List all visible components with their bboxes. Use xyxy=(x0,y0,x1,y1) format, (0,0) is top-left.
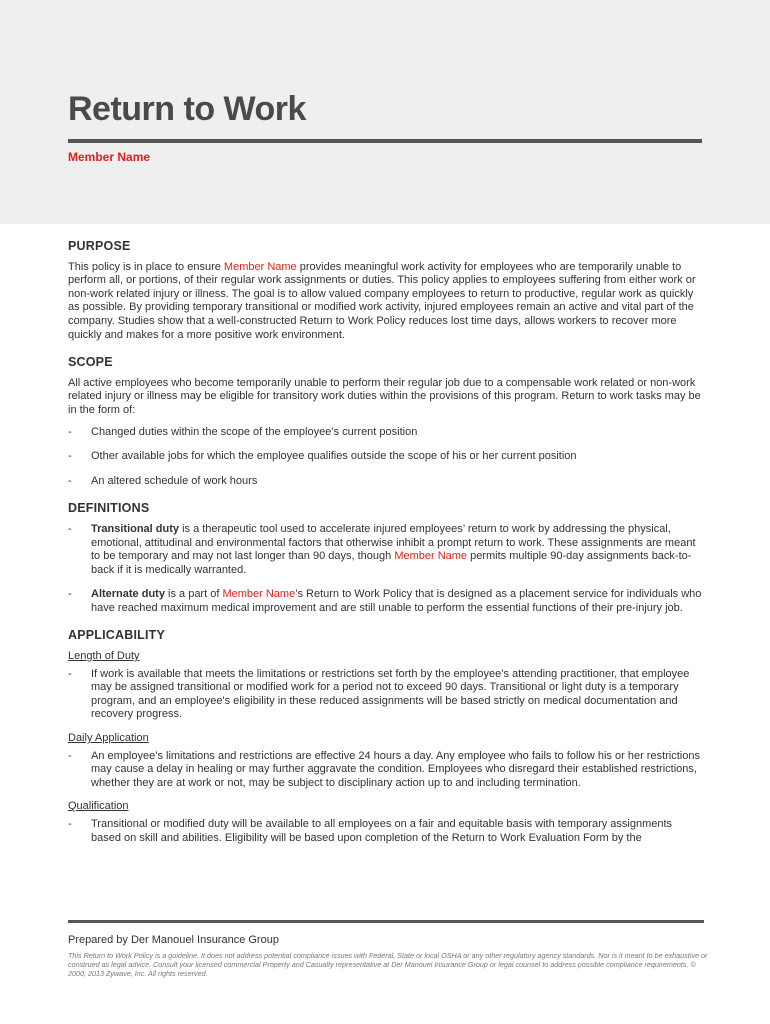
purpose-text-end: provides meaningful work activity for employees who are temporarily unable to perform all, or portions, of their regular work assignments or duties. This policy applies to employees suffering from either work or non-work related injury or illness. The goal is to allow valued company employees to return to productive, regular work as quickly as possible. By providing temporary transitional or modified work activity, injured employees remain an active and vital part of the company. Studies show that a well-constructed Return to Work Policy reduces lost time days, allows workers to recover more quickly and makes for a more positive work environment. xyxy=(68,260,696,341)
list-item xyxy=(68,818,704,845)
member-name-inline[interactable]: Member Name xyxy=(223,260,297,273)
list-item-text: Transitional or modified duty will be available to all employees on a fair and equitable basis with temporary assignments based on skill and abilities. Eligibility will be based upon completion of the Return to Work Evaluation Form by the xyxy=(91,818,673,844)
list-item xyxy=(68,426,704,440)
definition-text-end: permits multiple 90-day assignments back-to-back if it is medically warranted. xyxy=(91,550,692,576)
dash-bullet: - xyxy=(68,522,72,535)
applicability-heading: APPLICABILITY xyxy=(68,628,166,643)
dash-bullet: - xyxy=(68,818,72,830)
list-item xyxy=(68,668,704,722)
qualification-heading: Qualification xyxy=(68,800,129,813)
definition-text-end: ’s Return to Work Policy that is designed as a placement service for individuals who have reached maximum medical improvement and are still unable to perform the essential functions of their pre-injury job. xyxy=(91,588,702,614)
dash-bullet: - xyxy=(68,749,72,762)
disclaimer-text: This Return to Work Policy is a guideline. It does not address potential compliance issues with Federal, State or local OSHA or any other regulatory agency standards. Nor is it meant to be exhaustive or construed as legal advice. Consult your licensed commercial Property and Casualty representative at Der Manouel Insurance Group or legal counsel to address possible compliance requirements. © 2000, 2013 Zywave, Inc. All rights reserved. xyxy=(68,951,708,978)
member-name-field[interactable]: Member Name xyxy=(68,150,151,164)
definition-item xyxy=(68,523,704,577)
length-of-duty-heading: Length of Duty xyxy=(68,650,140,663)
list-item-text: An altered schedule of work hours xyxy=(91,474,258,487)
scope-heading: SCOPE xyxy=(68,355,113,370)
policy-body xyxy=(68,240,704,859)
definitions-heading: DEFINITIONS xyxy=(68,501,150,516)
dash-bullet: - xyxy=(68,588,72,601)
purpose-heading: PURPOSE xyxy=(68,239,131,253)
dash-bullet: - xyxy=(68,425,72,438)
footer-divider xyxy=(68,920,704,923)
member-name-inline[interactable]: Member Name xyxy=(394,550,468,563)
definition-term: Transitional duty xyxy=(91,522,180,535)
list-item xyxy=(68,450,704,464)
applicability-section xyxy=(68,629,704,845)
list-item-text: If work is available that meets the limitations or restrictions set forth by the employee’s attending practitioner, that employee may be assigned transitional or modified work for a period not to exceed 90 days. Transitional or light duty is a temporary program, and an employee's eligibility in these reduced assignments will be based strictly on medical documentation and recovery progress. xyxy=(91,667,690,721)
definitions-list xyxy=(68,523,704,616)
definition-term: Alternate duty xyxy=(91,588,165,601)
scope-section xyxy=(68,356,704,488)
list-item-text: Changed duties within the scope of the employee’s current position xyxy=(91,425,418,438)
list-item xyxy=(68,750,704,791)
scope-bullet-list xyxy=(68,426,704,489)
daily-application-heading: Daily Application xyxy=(68,732,149,745)
definitions-section xyxy=(68,502,704,615)
list-item-text: Other available jobs for which the employee qualifies outside the scope of his or her current position xyxy=(91,450,577,463)
purpose-section xyxy=(68,240,704,342)
dash-bullet: - xyxy=(68,450,72,463)
list-item-text: An employee’s limitations and restrictions are effective 24 hours a day. Any employee who fails to follow his or her restrictions may cause a delay in healing or may further aggravate the condition. Employees who disregard their established restrictions, whether they are at work or not, may be subject to disciplinary action up to and including termination. xyxy=(91,749,700,789)
page-title: Return to Work xyxy=(68,90,306,128)
title-divider xyxy=(68,139,702,143)
list-item xyxy=(68,475,704,489)
dash-bullet: - xyxy=(68,474,72,487)
definition-text-start: is a therapeutic tool used to accelerate injured employees’ return to work by addressing the physical, emotional, attitudinal and environmental factors that otherwise inhibit a prompt return to work. These assignments are meant to be temporary and may not last longer than 90 days, though xyxy=(91,522,696,563)
member-name-inline[interactable]: Member Name xyxy=(222,588,296,601)
scope-text: All active employees who become temporarily unable to perform their regular job due to a compensable work related or non-work related injury or illness may be eligible for transitory work duties within the provisions of this program. Return to work tasks may be in the form of: xyxy=(68,376,701,416)
prepared-by: Prepared by Der Manouel Insurance Group xyxy=(68,934,279,946)
purpose-text xyxy=(68,261,704,343)
dash-bullet: - xyxy=(68,667,72,680)
purpose-text-start: This policy is in place to ensure xyxy=(68,260,224,273)
definition-text-start: is a part of xyxy=(164,588,223,601)
definition-item xyxy=(68,588,704,615)
